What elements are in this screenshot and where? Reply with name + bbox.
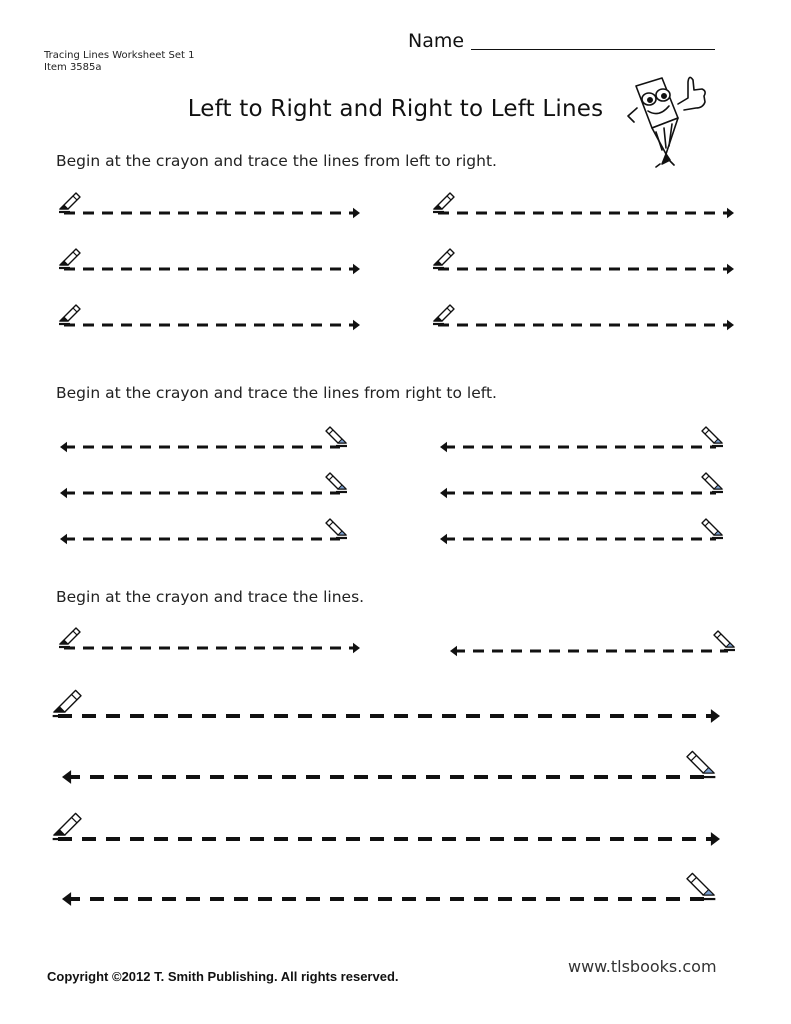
arrowhead-icon (60, 534, 67, 545)
crayon-icon (702, 519, 723, 538)
crayon-icon (59, 249, 80, 268)
tracing-line[interactable] (60, 442, 340, 453)
tracing-line[interactable] (64, 643, 360, 654)
tracing-line[interactable] (440, 534, 716, 545)
arrowhead-icon (727, 208, 734, 219)
arrowhead-icon (353, 208, 360, 219)
crayon-icon (53, 690, 81, 716)
arrowhead-icon (62, 892, 71, 906)
worksheet-set-label: Tracing Lines Worksheet Set 1 (44, 50, 195, 61)
crayon-icon (687, 873, 715, 899)
tracing-line[interactable] (64, 320, 360, 331)
arrowhead-icon (353, 320, 360, 331)
worksheet-title: Left to Right and Right to Left Lines (187, 96, 604, 122)
tracing-line[interactable] (440, 488, 716, 499)
instruction-right-to-left: Begin at the crayon and trace the lines from right to left. (56, 384, 497, 402)
crayon-icon (59, 628, 80, 647)
arrowhead-icon (62, 770, 71, 784)
arrowhead-icon (353, 264, 360, 275)
arrowhead-icon (353, 643, 360, 654)
crayon-icon (687, 751, 715, 777)
crayon-icon (326, 473, 347, 492)
tracing-line[interactable] (64, 264, 360, 275)
tracing-line[interactable] (58, 832, 720, 846)
arrowhead-icon (450, 646, 457, 657)
crayon-icon (53, 813, 81, 839)
tracing-line[interactable] (62, 770, 708, 784)
tracing-line[interactable] (58, 709, 720, 723)
crayon-icon (326, 427, 347, 446)
tracing-line[interactable] (438, 320, 734, 331)
crayon-icon (326, 519, 347, 538)
tracing-line[interactable] (438, 208, 734, 219)
website-url: www.tlsbooks.com (568, 957, 717, 976)
crayon-icon (433, 305, 454, 324)
copyright-notice: Copyright ©2012 T. Smith Publishing. All rights reserved. (47, 969, 399, 984)
crayon-icon (433, 249, 454, 268)
arrowhead-icon (711, 709, 720, 723)
tracing-line[interactable] (64, 208, 360, 219)
instruction-mixed: Begin at the crayon and trace the lines. (56, 588, 365, 606)
arrowhead-icon (727, 264, 734, 275)
arrowhead-icon (711, 832, 720, 846)
arrowhead-icon (440, 442, 447, 453)
crayon-icon (702, 427, 723, 446)
tracing-line[interactable] (60, 534, 340, 545)
tracing-line[interactable] (62, 892, 708, 906)
crayon-icon (702, 473, 723, 492)
crayon-icon (433, 193, 454, 212)
tracing-line[interactable] (60, 488, 340, 499)
crayon-icon (714, 631, 735, 650)
name-label: Name (408, 30, 465, 52)
arrowhead-icon (727, 320, 734, 331)
instruction-left-to-right: Begin at the crayon and trace the lines from left to right. (56, 152, 497, 170)
crayon-icon (59, 305, 80, 324)
item-number-label: Item 3585a (44, 62, 102, 73)
arrowhead-icon (60, 442, 67, 453)
tracing-line[interactable] (450, 646, 728, 657)
arrowhead-icon (440, 534, 447, 545)
arrowhead-icon (440, 488, 447, 499)
tracing-line[interactable] (438, 264, 734, 275)
crayon-icon (59, 193, 80, 212)
tracing-line[interactable] (440, 442, 716, 453)
arrowhead-icon (60, 488, 67, 499)
